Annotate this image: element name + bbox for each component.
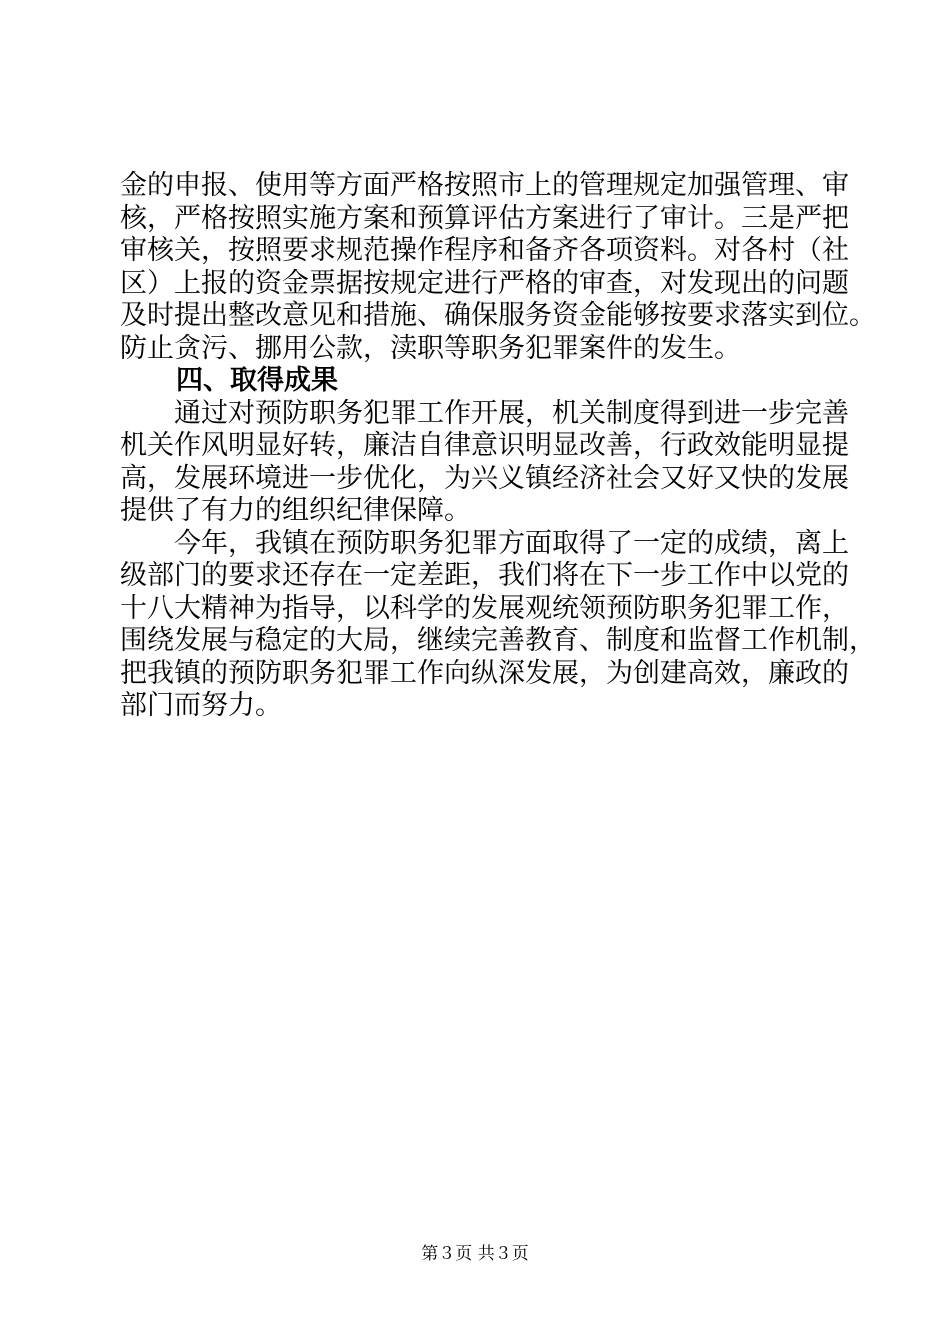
text-line: 把我镇的预防职务犯罪工作向纵深发展，为创建高效，廉政的 bbox=[120, 657, 849, 689]
text-line: 审核关，按照要求规范操作程序和备齐各项资料。对各村（社 bbox=[120, 235, 849, 266]
text-line: 金的申报、使用等方面严格按照市上的管理规定加强管理、审 bbox=[120, 170, 849, 201]
text-line: 及时提出整改意见和措施、确保服务资金能够按要求落实到位。 bbox=[120, 300, 876, 331]
text-line: 机关作风明显好转，廉洁自律意识明显改善，行政效能明显提 bbox=[120, 430, 849, 461]
text-line: 级部门的要求还存在一定差距，我们将在下一步工作中以党的 bbox=[120, 560, 849, 591]
text-line: 部门而努力。 bbox=[120, 690, 282, 721]
text-line: 围绕发展与稳定的大局，继续完善教育、制度和监督工作机制， bbox=[120, 625, 876, 656]
text-line: 核，严格按照实施方案和预算评估方案进行了审计。三是严把 bbox=[120, 202, 849, 234]
text-line: 高，发展环境进一步优化，为兴义镇经济社会又好又快的发展 bbox=[120, 462, 849, 494]
paragraph-continued bbox=[120, 170, 876, 365]
text-line: 防止贪污、挪用公款，渎职等职务犯罪案件的发生。 bbox=[120, 332, 741, 364]
paragraph-conclusion bbox=[120, 527, 876, 723]
text-line: 区）上报的资金票据按规定进行严格的审查，对发现出的问题 bbox=[120, 267, 849, 299]
document-body bbox=[120, 170, 876, 723]
page-number-footer: 第３页 共３页 bbox=[421, 1244, 529, 1264]
section-heading: 四、取得成果 bbox=[176, 365, 338, 396]
text-line: 提供了有力的组织纪律保障。 bbox=[120, 495, 471, 526]
paragraph-results bbox=[120, 397, 849, 528]
text-line: 十八大精神为指导，以科学的发展观统领预防职务犯罪工作， bbox=[120, 592, 849, 624]
text-line: 今年，我镇在预防职务犯罪方面取得了一定的成绩，离上 bbox=[174, 527, 849, 559]
text-line: 通过对预防职务犯罪工作开展，机关制度得到进一步完善 bbox=[174, 397, 849, 429]
